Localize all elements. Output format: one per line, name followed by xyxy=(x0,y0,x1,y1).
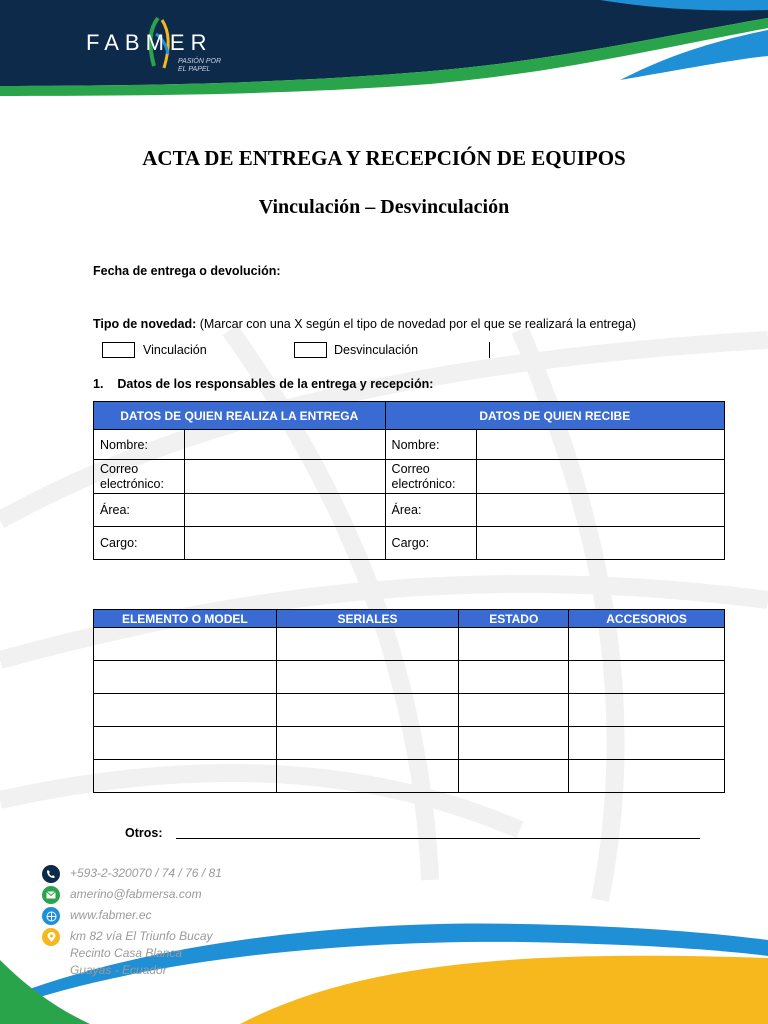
responsables-table xyxy=(93,401,725,560)
accesorios-cell[interactable] xyxy=(569,760,725,793)
vinculacion-checkbox[interactable] xyxy=(102,342,135,358)
estado-cell[interactable] xyxy=(459,628,569,661)
contact-phone-text: +593-2-320070 / 74 / 76 / 81 xyxy=(70,866,222,880)
elemento-cell[interactable] xyxy=(94,760,277,793)
contact-email-text[interactable]: amerino@fabmersa.com xyxy=(70,887,202,901)
seriales-cell[interactable] xyxy=(276,694,459,727)
phone-icon xyxy=(42,865,60,883)
nombre-recibe-label: Nombre: xyxy=(385,430,476,460)
table-row xyxy=(94,760,725,793)
section1-title: Datos de los responsables de la entrega y recepción: xyxy=(117,377,434,391)
header-recibe: DATOS DE QUIEN RECIBE xyxy=(385,402,724,430)
document-title: ACTA DE ENTREGA Y RECEPCIÓN DE EQUIPOS xyxy=(142,146,626,170)
seriales-cell[interactable] xyxy=(276,760,459,793)
contact-email xyxy=(42,886,202,904)
contact-phone xyxy=(42,865,222,883)
nombre-entrega-label: Nombre: xyxy=(94,430,185,460)
accesorios-cell[interactable] xyxy=(569,661,725,694)
cargo-recibe-label: Cargo: xyxy=(385,527,476,560)
otros-line[interactable] xyxy=(176,838,700,839)
fabmer-logo xyxy=(86,14,236,84)
correo-entrega-field[interactable] xyxy=(184,460,385,494)
elemento-cell[interactable] xyxy=(94,628,277,661)
document-subtitle: Vinculación – Desvinculación xyxy=(258,196,510,218)
contact-web-text[interactable]: www.fabmer.ec xyxy=(70,908,152,922)
table-row xyxy=(94,661,725,694)
estado-cell[interactable] xyxy=(459,661,569,694)
estado-cell[interactable] xyxy=(459,694,569,727)
correo-recibe-label: Correo electrónico: xyxy=(385,460,476,494)
header-entrega: DATOS DE QUIEN REALIZA LA ENTREGA xyxy=(94,402,386,430)
contact-address xyxy=(42,928,213,979)
otros-label: Otros: xyxy=(125,826,163,840)
accesorios-cell[interactable] xyxy=(569,727,725,760)
area-recibe-field[interactable] xyxy=(476,494,724,527)
nombre-entrega-field[interactable] xyxy=(184,430,385,460)
elemento-cell[interactable] xyxy=(94,727,277,760)
cargo-entrega-label: Cargo: xyxy=(94,527,185,560)
seriales-cell[interactable] xyxy=(276,628,459,661)
brand-name: FABMER xyxy=(86,30,213,55)
location-pin-icon xyxy=(42,928,60,946)
tipo-novedad-hint: (Marcar con una X según el tipo de novedad por el que se realizará la entrega) xyxy=(196,317,637,331)
table-row xyxy=(94,694,725,727)
contact-web xyxy=(42,907,152,925)
tipo-novedad-label: Tipo de novedad: xyxy=(93,317,197,331)
col-estado: ESTADO xyxy=(459,610,569,628)
col-seriales: SERIALES xyxy=(276,610,459,628)
table-row xyxy=(94,628,725,661)
fecha-label: Fecha de entrega o devolución: xyxy=(93,264,281,278)
equipos-table-body xyxy=(94,628,725,793)
estado-cell[interactable] xyxy=(459,727,569,760)
area-entrega-label: Área: xyxy=(94,494,185,527)
section1-heading xyxy=(93,377,433,391)
section1-number: 1. xyxy=(93,377,104,391)
equipos-table xyxy=(93,609,725,793)
desvinculacion-label: Desvinculación xyxy=(334,343,419,357)
seriales-cell[interactable] xyxy=(276,727,459,760)
seriales-cell[interactable] xyxy=(276,661,459,694)
globe-icon xyxy=(42,907,60,925)
cargo-entrega-field[interactable] xyxy=(184,527,385,560)
brand-tagline: PASIÓN POR EL PAPEL xyxy=(178,58,222,73)
email-icon xyxy=(42,886,60,904)
area-entrega-field[interactable] xyxy=(184,494,385,527)
elemento-cell[interactable] xyxy=(94,694,277,727)
correo-recibe-field[interactable] xyxy=(476,460,724,494)
accesorios-cell[interactable] xyxy=(569,628,725,661)
nombre-recibe-field[interactable] xyxy=(476,430,724,460)
table-row xyxy=(94,727,725,760)
contact-address-text: km 82 vía El Triunfo Bucay Recinto Casa Blanca Guayas - Ecuador xyxy=(70,929,213,977)
col-elemento: ELEMENTO O MODEL xyxy=(94,610,277,628)
tipo-novedad-line xyxy=(93,317,636,331)
text-caret xyxy=(489,342,490,358)
cargo-recibe-field[interactable] xyxy=(476,527,724,560)
col-accesorios: ACCESORIOS xyxy=(569,610,725,628)
vinculacion-label: Vinculación xyxy=(143,343,207,357)
desvinculacion-checkbox[interactable] xyxy=(294,342,327,358)
area-recibe-label: Área: xyxy=(385,494,476,527)
estado-cell[interactable] xyxy=(459,760,569,793)
correo-entrega-label: Correo electrónico: xyxy=(94,460,185,494)
elemento-cell[interactable] xyxy=(94,661,277,694)
accesorios-cell[interactable] xyxy=(569,694,725,727)
